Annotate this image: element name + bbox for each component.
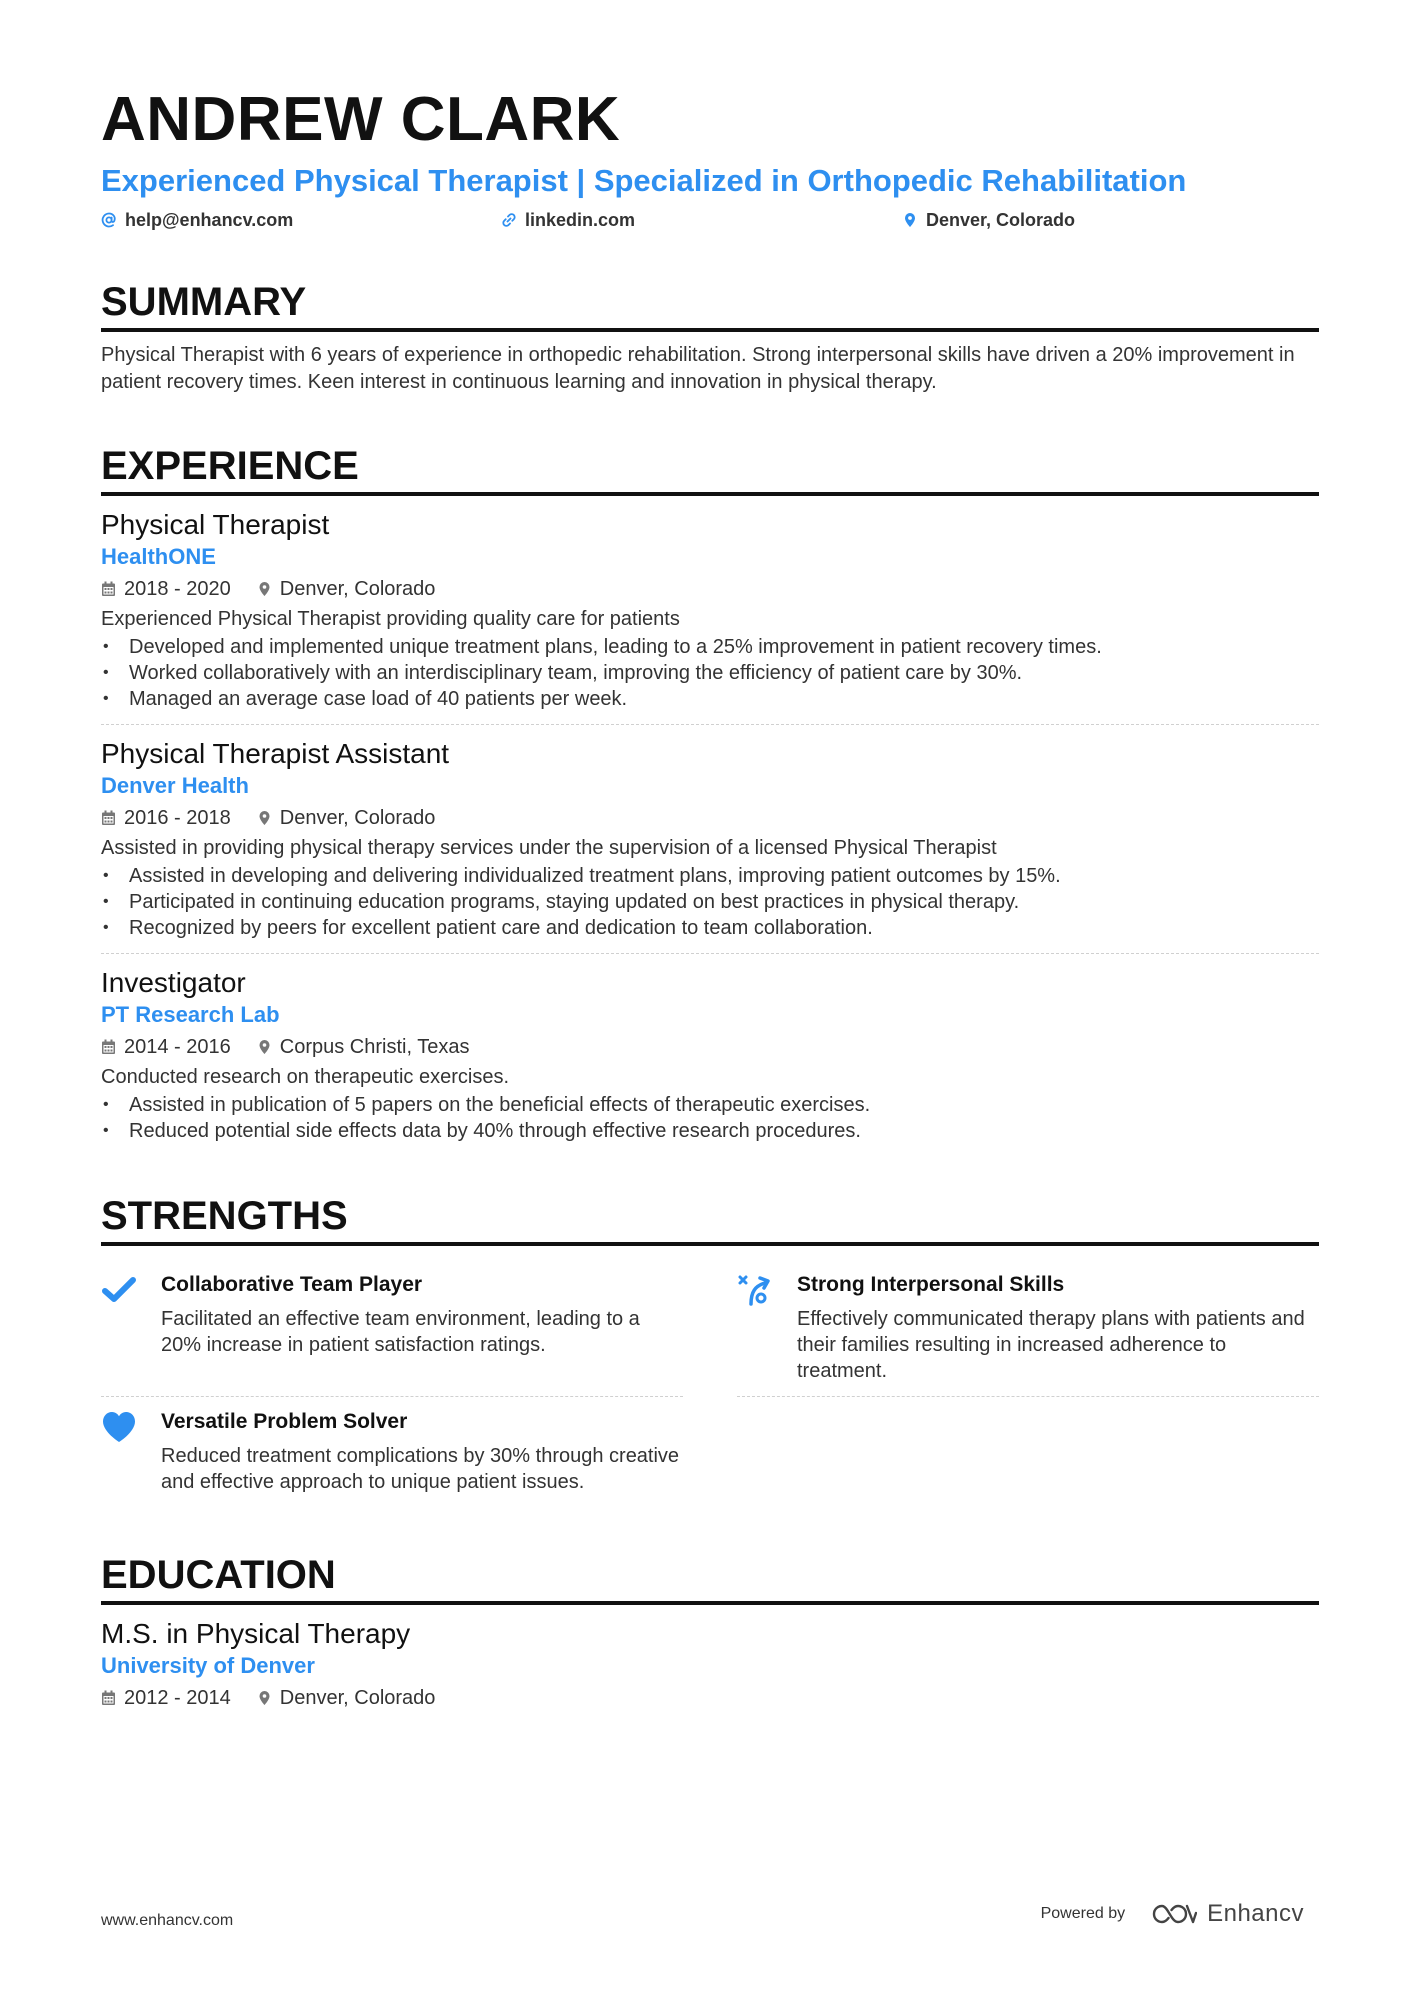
footer-website[interactable]: www.enhancv.com bbox=[101, 1912, 234, 1929]
job-location bbox=[257, 1032, 470, 1062]
education-meta bbox=[101, 1683, 1319, 1713]
education-title: EDUCATION bbox=[101, 1551, 1319, 1605]
job-location-text: Denver, Colorado bbox=[279, 578, 436, 600]
strategy-icon bbox=[737, 1272, 773, 1308]
contact-email-text: help@enhancv.com bbox=[125, 209, 294, 230]
company-name: HealthONE bbox=[101, 544, 216, 569]
calendar-icon bbox=[101, 810, 116, 826]
job-location-text: Denver, Colorado bbox=[279, 807, 436, 829]
resume-page bbox=[101, 84, 1319, 1713]
powered-by-label: Powered by bbox=[1040, 1905, 1126, 1922]
calendar-icon bbox=[101, 1039, 116, 1055]
summary-title: SUMMARY bbox=[101, 278, 1319, 332]
calendar-icon bbox=[101, 1690, 116, 1706]
job-title: Physical Therapist Assistant bbox=[101, 738, 450, 769]
contact-row bbox=[101, 208, 1319, 232]
job-entry bbox=[101, 954, 1319, 1156]
link-icon bbox=[501, 212, 517, 228]
at-icon bbox=[101, 212, 117, 228]
resume-header bbox=[101, 84, 1319, 232]
enhancv-logo-text: Enhancv bbox=[1207, 1900, 1304, 1927]
headline: Experienced Physical Therapist | Specialized in Orthopedic Rehabilitation bbox=[101, 163, 1187, 198]
location-icon bbox=[257, 1039, 272, 1055]
job-entry bbox=[101, 496, 1319, 725]
location-icon bbox=[257, 581, 272, 597]
degree: M.S. in Physical Therapy bbox=[101, 1618, 411, 1649]
strengths-section bbox=[101, 1192, 1319, 1507]
list-item: • Developed and implemented unique treatment plans, leading to a 25% improvement in patient recovery times. bbox=[101, 634, 1319, 660]
job-bullets bbox=[101, 634, 1319, 712]
list-item: • Reduced potential side effects data by 40% through effective research procedures. bbox=[101, 1118, 1319, 1144]
strength-item bbox=[737, 1260, 1319, 1397]
job-dates-text: 2014 - 2016 bbox=[124, 1036, 231, 1058]
contact-linkedin[interactable] bbox=[501, 208, 902, 232]
job-title: Physical Therapist bbox=[101, 509, 330, 540]
strength-item bbox=[101, 1260, 683, 1397]
company-name: PT Research Lab bbox=[101, 1002, 280, 1027]
strength-item bbox=[101, 1397, 683, 1507]
company-name: Denver Health bbox=[101, 773, 249, 798]
checkmark-icon bbox=[101, 1272, 137, 1308]
strength-icon-wrap bbox=[101, 1270, 161, 1384]
strengths-title: STRENGTHS bbox=[101, 1192, 1319, 1246]
location-icon bbox=[902, 212, 918, 228]
education-dates-text: 2012 - 2014 bbox=[124, 1687, 231, 1709]
job-title: Investigator bbox=[101, 967, 246, 998]
summary-text: Physical Therapist with 6 years of experience in orthopedic rehabilitation. Strong interpersonal skills have driven a 20% improvement in patient recovery times. Keen interest in continuous learning and innovation in physical therapy. bbox=[101, 344, 1295, 393]
strength-title: Strong Interpersonal Skills bbox=[797, 1273, 1065, 1296]
job-meta bbox=[101, 1032, 1319, 1062]
job-dates bbox=[101, 1032, 231, 1062]
calendar-icon bbox=[101, 581, 116, 597]
list-item: • Worked collaboratively with an interdisciplinary team, improving the efficiency of patient care by 30%. bbox=[101, 660, 1319, 686]
job-dates bbox=[101, 574, 231, 604]
education-location-text: Denver, Colorado bbox=[279, 1687, 436, 1709]
contact-location-text: Denver, Colorado bbox=[926, 209, 1076, 230]
list-item: • Assisted in developing and delivering individualized treatment plans, improving patient outcomes by 15%. bbox=[101, 863, 1319, 889]
job-description: Experienced Physical Therapist providing quality care for patients bbox=[101, 608, 680, 630]
location-icon bbox=[257, 1690, 272, 1706]
strength-title: Collaborative Team Player bbox=[161, 1273, 423, 1296]
list-item: • Participated in continuing education programs, staying updated on best practices in physical therapy. bbox=[101, 889, 1319, 915]
strengths-grid bbox=[101, 1260, 1319, 1507]
experience-title: EXPERIENCE bbox=[101, 442, 1319, 496]
education-entry bbox=[101, 1605, 1319, 1713]
list-item: • Recognized by peers for excellent patient care and dedication to team collaboration. bbox=[101, 915, 1319, 941]
job-meta bbox=[101, 803, 1319, 833]
job-bullets bbox=[101, 1092, 1319, 1144]
job-location-text: Corpus Christi, Texas bbox=[279, 1036, 470, 1058]
job-entry bbox=[101, 725, 1319, 954]
candidate-name: ANDREW CLARK bbox=[101, 85, 621, 154]
education-location bbox=[257, 1683, 436, 1713]
education-dates bbox=[101, 1683, 231, 1713]
contact-linkedin-text: linkedin.com bbox=[525, 209, 636, 230]
job-dates bbox=[101, 803, 231, 833]
job-description: Assisted in providing physical therapy services under the supervision of a licensed Physical Therapist bbox=[101, 837, 997, 859]
job-meta bbox=[101, 574, 1319, 604]
job-location bbox=[257, 574, 436, 604]
enhancv-logo[interactable] bbox=[1151, 1900, 1304, 1928]
education-section bbox=[101, 1551, 1319, 1713]
job-description: Conducted research on therapeutic exercises. bbox=[101, 1066, 510, 1088]
strength-description: Reduced treatment complications by 30% through creative and effective approach to unique patient issues. bbox=[161, 1445, 680, 1493]
strength-title: Versatile Problem Solver bbox=[161, 1410, 408, 1433]
footer-branding bbox=[1041, 1900, 1304, 1928]
contact-email[interactable] bbox=[101, 208, 501, 232]
strength-description: Facilitated an effective team environment, leading to a 20% increase in patient satisfaction ratings. bbox=[161, 1308, 640, 1356]
contact-location bbox=[902, 208, 1075, 232]
location-icon bbox=[257, 810, 272, 826]
job-bullets bbox=[101, 863, 1319, 941]
job-dates-text: 2016 - 2018 bbox=[124, 807, 231, 829]
list-item: • Managed an average case load of 40 patients per week. bbox=[101, 686, 1319, 712]
job-dates-text: 2018 - 2020 bbox=[124, 578, 231, 600]
summary-section bbox=[101, 278, 1319, 396]
strength-icon-wrap bbox=[101, 1407, 161, 1495]
experience-section bbox=[101, 442, 1319, 1156]
job-location bbox=[257, 803, 436, 833]
strength-icon-wrap bbox=[737, 1270, 797, 1384]
school-name: University of Denver bbox=[101, 1653, 315, 1678]
list-item: • Assisted in publication of 5 papers on the beneficial effects of therapeutic exercises. bbox=[101, 1092, 1319, 1118]
enhancv-logo-icon bbox=[1151, 1902, 1197, 1926]
heart-icon bbox=[101, 1409, 137, 1445]
strength-description: Effectively communicated therapy plans with patients and their families resulting in increased adherence to treatment. bbox=[797, 1308, 1305, 1382]
